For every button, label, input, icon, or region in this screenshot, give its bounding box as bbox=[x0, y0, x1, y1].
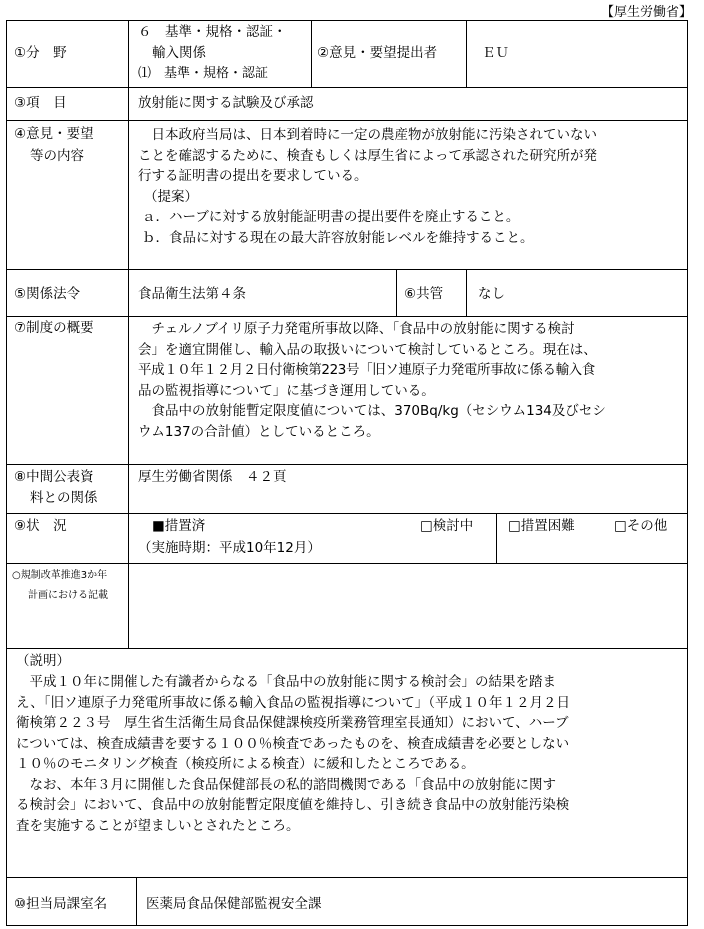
col-divider bbox=[496, 513, 497, 563]
explanation-line: 衛検第２２３号 厚生省生活衛生局食品保健課検疫所業務管理室長通知）において、ハーブ bbox=[16, 715, 569, 731]
col-divider bbox=[311, 20, 312, 87]
explanation-line: え、「旧ソ連原子力発電所事故に係る輸入食品の監視指導について」（平成１０年１２月２日 bbox=[16, 694, 571, 711]
department-value: 医薬局食品保健部監視安全課 bbox=[146, 896, 322, 912]
col-divider bbox=[136, 877, 137, 926]
field-value-line-2: 輸入関係 bbox=[152, 45, 206, 61]
explanation-heading: （説明） bbox=[16, 653, 70, 669]
field-label: ①分 野 bbox=[14, 45, 67, 61]
department-label: ⑩担当局課室名 bbox=[14, 896, 108, 912]
row-divider bbox=[6, 269, 688, 270]
explanation-line: １０％のモニタリング検査（検疫所による検査）に緩和したところである。 bbox=[16, 756, 475, 772]
overview-label: ⑦制度の概要 bbox=[14, 320, 94, 336]
request-line: 行する証明書の提出を要求している。 bbox=[138, 168, 368, 184]
explanation-line: 平成１０年に開催した有識者からなる「食品中の放射能に関する検討会」の結果を踏ま bbox=[16, 674, 556, 690]
interim-value: 厚生労働省関係 ４２頁 bbox=[138, 469, 287, 485]
explanation-line: る検討会」において、食品中の放射能暫定限度値を維持し、引き続き食品中の放射能汚染検 bbox=[16, 797, 570, 813]
plan-label-line-2: 計画における記載 bbox=[28, 590, 108, 601]
explanation-line: 査を実施することが望ましいとされたところ。 bbox=[16, 817, 300, 834]
joint-value: なし bbox=[478, 286, 505, 302]
row-divider bbox=[6, 316, 688, 317]
explanation-line: については、検査成績書を要する１００％検査であったものを、検査成績書を必要としない bbox=[16, 735, 570, 752]
row-divider bbox=[6, 513, 688, 514]
overview-line: ウム137の合計値）としているところ。 bbox=[138, 423, 380, 440]
col-divider bbox=[466, 20, 467, 87]
field-value-line-3: ⑴ 基準・規格・認証 bbox=[138, 66, 269, 81]
law-value: 食品衛生法第４条 bbox=[138, 286, 246, 302]
row-divider bbox=[6, 563, 688, 564]
overview-content bbox=[138, 319, 683, 442]
col-divider bbox=[128, 20, 129, 648]
request-line: （提案） bbox=[144, 188, 198, 205]
status-option-other: □その他 bbox=[614, 518, 668, 534]
request-label-line-1: ④意見・要望 bbox=[14, 126, 94, 142]
overview-line: 平成１０年１２月２日付衛検第223号「旧ソ連原子力発電所事故に係る輸入食 bbox=[138, 362, 595, 378]
overview-line: 会」を適宜開催し、輸入品の取扱いについて検討しているところ。現在は、 bbox=[138, 341, 597, 358]
request-line: ａ．ハーブに対する放射能証明書の提出要件を廃止すること。 bbox=[142, 209, 520, 225]
request-line: ｂ．食品に対する現在の最大許容放射能レベルを維持すること。 bbox=[142, 229, 534, 246]
submitter-value: ＥＵ bbox=[482, 45, 509, 61]
explanation-line: なお、本年３月に開催した食品保健部長の私的諮問機関である「食品中の放射能に関す bbox=[16, 776, 556, 793]
item-label: ③項 目 bbox=[14, 95, 67, 111]
request-line: 日本政府当局は、日本到着時に一定の農産物が放射能に汚染されていない bbox=[138, 127, 597, 143]
explanation-content bbox=[16, 672, 684, 836]
status-label: ⑨状 況 bbox=[14, 518, 67, 534]
interim-label-line-2: 料との関係 bbox=[30, 490, 98, 506]
status-period: （実施時期：平成10年12月） bbox=[138, 540, 321, 556]
item-value: 放射能に関する試験及び承認 bbox=[138, 95, 314, 111]
request-line: ことを確認するために、検査もしくは厚生省によって承認された研究所が発 bbox=[138, 147, 597, 164]
law-label: ⑤関係法令 bbox=[14, 286, 81, 302]
interim-label-line-1: ⑧中間公表資 bbox=[14, 469, 94, 485]
ministry-tag: 【厚生労働省】 bbox=[600, 5, 692, 20]
submitter-label: ②意見・要望提出者 bbox=[317, 45, 438, 61]
plan-label-line-1: ○規制改革推進3か年 bbox=[12, 570, 108, 581]
field-value-line-1: ６ 基準・規格・認証・ bbox=[138, 24, 287, 40]
col-divider bbox=[396, 269, 397, 316]
request-content bbox=[138, 125, 683, 248]
overview-line: 食品中の放射能暫定限度値については、370Bq/kg（セシウム134及びセシ bbox=[138, 403, 606, 419]
row-divider bbox=[6, 877, 688, 878]
overview-line: 品の監視指導について」に基づき運用している。 bbox=[138, 382, 435, 399]
row-divider bbox=[6, 648, 688, 649]
request-label-line-2: 等の内容 bbox=[30, 148, 84, 164]
col-divider bbox=[466, 269, 467, 316]
row-divider bbox=[6, 120, 688, 121]
status-checked: ■措置済 bbox=[152, 518, 206, 534]
overview-line: チェルノブイリ原子力発電所事故以降、「食品中の放射能に関する検討 bbox=[138, 321, 575, 337]
status-option-review: □検討中 bbox=[420, 518, 474, 534]
status-option-difficult: □措置困難 bbox=[508, 518, 575, 534]
row-divider bbox=[6, 464, 688, 465]
joint-label: ⑥共管 bbox=[404, 286, 444, 302]
row-divider bbox=[6, 87, 688, 88]
